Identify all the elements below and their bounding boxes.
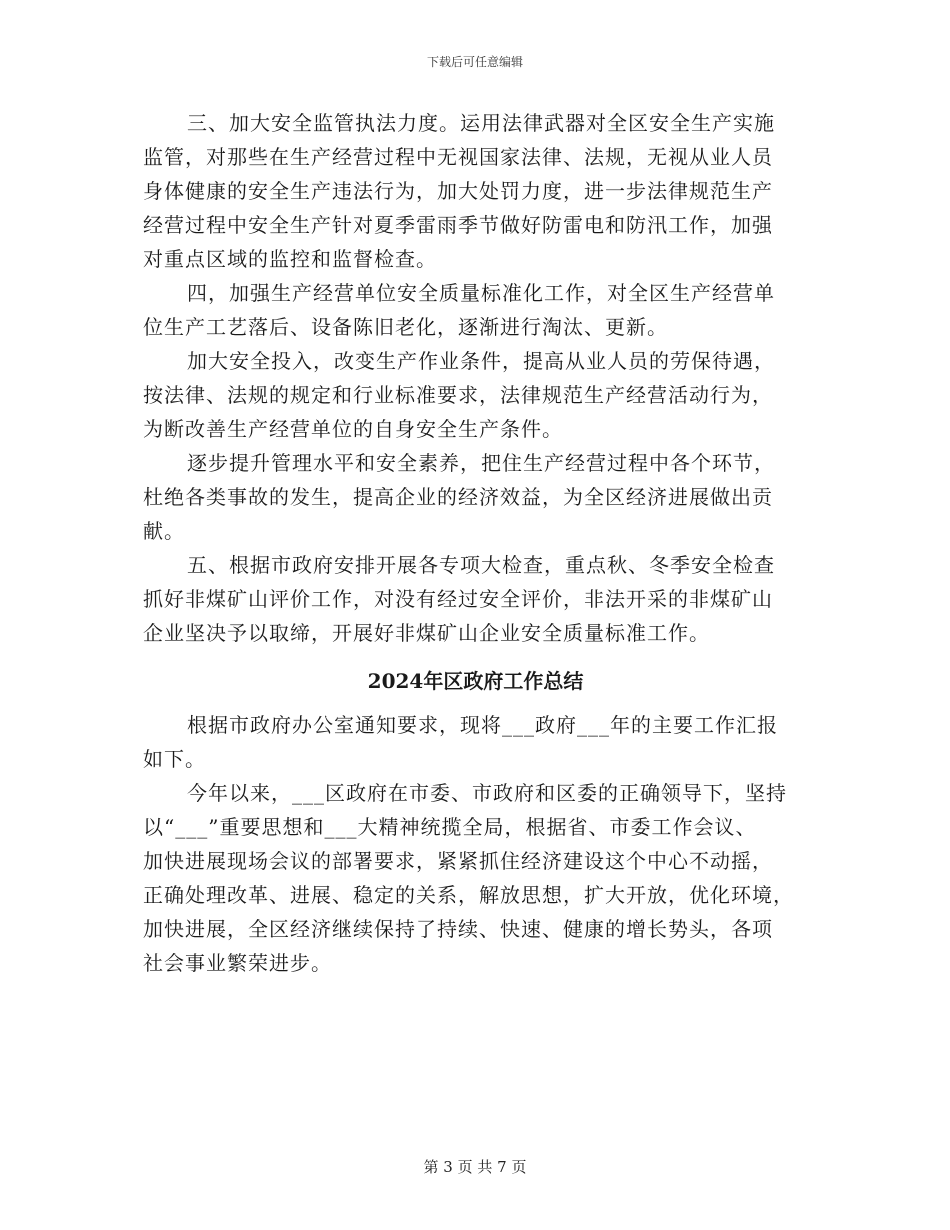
paragraph: [143, 708, 808, 776]
paragraph-line: 为断改善生产经营单位的自身安全生产条件。: [143, 417, 563, 441]
paragraph-line: 位生产工艺落后、设备陈旧老化，逐渐进行淘汰、更新。: [143, 315, 668, 339]
paragraph-line: 以“___”重要思想和___大精神统揽全局，根据省、市委工作会议、: [143, 815, 757, 839]
paragraph-line: 身体健康的安全生产违法行为，加大处罚力度，进一步法律规范生产: [143, 179, 773, 203]
paragraph: [143, 344, 808, 446]
section-group-1: [143, 106, 808, 650]
paragraph-line: 献。: [143, 519, 185, 543]
paragraph: [143, 776, 808, 980]
section-group-2: [143, 708, 808, 980]
document-title: 2024年区政府工作总结: [367, 669, 584, 693]
document-body: [143, 106, 808, 980]
paragraph-line: 五、根据市政府安排开展各专项大检查，重点秋、冬季安全检查: [187, 553, 775, 577]
paragraph-line: 企业坚决予以取缔，开展好非煤矿山企业安全质量标准工作。: [143, 621, 710, 645]
paragraph-line: 监管，对那些在生产经营过程中无视国家法律、法规，无视从业人员: [143, 145, 773, 169]
paragraph: [143, 276, 808, 344]
page-header-note: 下载后可任意编辑: [426, 55, 523, 69]
paragraph-line: 加大安全投入，改变生产作业条件，提高从业人员的劳保待遇，: [187, 349, 775, 373]
paragraph: [143, 106, 808, 276]
paragraph-line: 加快进展现场会议的部署要求，紧紧抓住经济建设这个中心不动摇，: [143, 849, 773, 873]
paragraph-line: 三、加大安全监管执法力度。运用法律武器对全区安全生产实施: [187, 111, 775, 135]
paragraph-line: 今年以来，___区政府在市委、市政府和区委的正确领导下，坚持: [187, 781, 787, 805]
paragraph-line: 逐步提升管理水平和安全素养，把住生产经营过程中各个环节，: [187, 451, 775, 475]
paragraph: [143, 548, 808, 650]
paragraph: [143, 446, 808, 548]
paragraph-line: 杜绝各类事故的发生，提高企业的经济效益，为全区经济进展做出贡: [143, 485, 773, 509]
paragraph-line: 按法律、法规的规定和行业标准要求，法律规范生产经营活动行为，: [143, 383, 773, 407]
paragraph-line: 抓好非煤矿山评价工作，对没有经过安全评价，非法开采的非煤矿山: [143, 587, 773, 611]
paragraph-line: 社会事业繁荣进步。: [143, 951, 332, 975]
paragraph-line: 根据市政府办公室通知要求，现将___政府___年的主要工作汇报: [187, 713, 778, 737]
paragraph-line: 四，加强生产经营单位安全质量标准化工作，对全区生产经营单: [187, 281, 775, 305]
page-number: 第 3 页 共 7 页: [423, 1158, 527, 1176]
paragraph-line: 经营过程中安全生产针对夏季雷雨季节做好防雷电和防汛工作，加强: [143, 213, 773, 237]
paragraph-line: 如下。: [143, 747, 206, 771]
paragraph-line: 正确处理改革、进展、稳定的关系，解放思想，扩大开放，优化环境，: [143, 883, 794, 907]
paragraph-line: 对重点区域的监控和监督检查。: [143, 247, 437, 271]
paragraph-line: 加快进展，全区经济继续保持了持续、快速、健康的增长势头，各项: [143, 917, 773, 941]
